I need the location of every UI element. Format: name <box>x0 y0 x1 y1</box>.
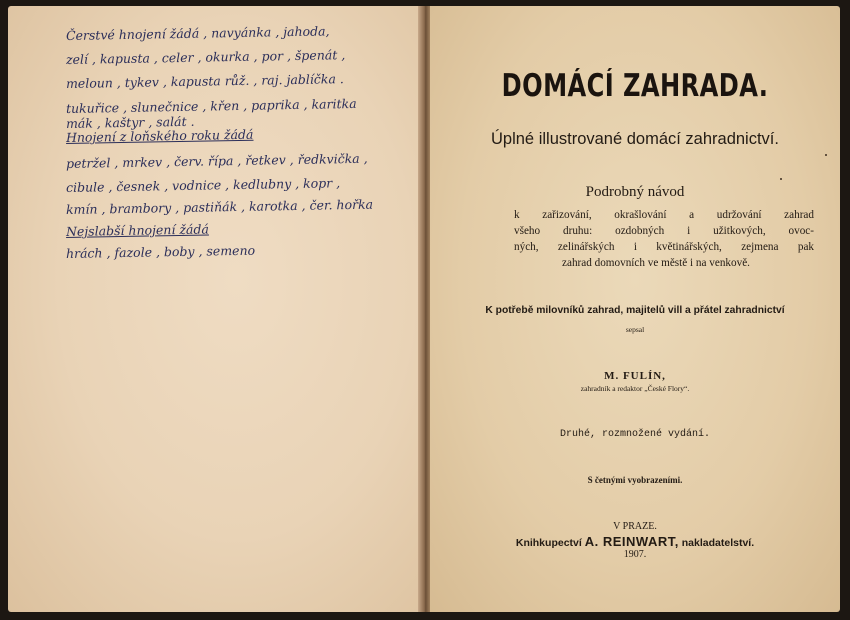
audience-line: K potřebě milovníků zahrad, majitelů vill a přátel zahradnictví <box>485 305 785 316</box>
description-line: všeho druhu: ozdobných i užitkových, ovoc- <box>514 225 814 237</box>
right-page-title-page <box>430 6 840 612</box>
handwritten-line: kmín , brambory , pastiňák , karotka , čer. hořka <box>65 196 374 217</box>
paper-speck <box>825 154 827 156</box>
guide-heading: Podrobný návod <box>585 184 685 200</box>
left-page-handwritten-notes <box>8 6 424 612</box>
publication-city: V PRAZE. <box>613 521 657 532</box>
publisher-prefix: Knihkupectví <box>515 537 582 549</box>
written-by-label: sepsal <box>625 325 645 334</box>
handwritten-line: cibule , česnek , vodnice , kedlubny , kopr , <box>65 175 341 195</box>
publication-year: 1907. <box>623 549 647 560</box>
publisher-suffix: nakladatelství. <box>681 537 755 549</box>
handwritten-line: tukuřice , slunečnice , křen , paprika , karitka <box>65 95 357 116</box>
handwritten-line: mák , kaštyr , salát . <box>65 113 195 131</box>
book-subtitle: Úplné illustrované domácí zahradnictví. <box>491 130 779 148</box>
handwritten-line: Čerstvé hnojení žádá , navyánka , jahoda, <box>65 23 330 43</box>
illustrations-note: S četnými vyobrazeními. <box>587 475 683 485</box>
handwritten-line: hrách , fazole , boby , semeno <box>65 242 256 261</box>
publisher-line <box>430 534 840 549</box>
description-line: k zařizování, okrašlování a udržování zahrad <box>514 209 814 221</box>
edition-note: Druhé, rozmnožené vydání. <box>559 429 711 440</box>
paper-speck <box>780 178 782 180</box>
handwritten-line: Nejslabší hnojení žádá <box>65 221 209 239</box>
description-line: ných, zelinářských i květinářských, zejmena pak <box>514 241 814 253</box>
handwritten-line: zelí , kapusta , celer , okurka , por , špenát , <box>65 47 346 67</box>
publisher-name: A. REINWART, <box>584 534 679 549</box>
handwritten-line: meloun , tykev , kapusta růž. , raj. jablíčka . <box>65 71 344 91</box>
description-line: zahrad domovních ve městě i na venkově. <box>562 257 750 269</box>
handwritten-line: petržel , mrkev , červ. řípa , řetkev , ředkvička , <box>65 150 368 171</box>
author-role: zahradník a redaktor „České Flory“. <box>580 384 690 393</box>
book-title: DOMÁCÍ ZAHRADA. <box>501 68 769 104</box>
handwritten-line: Hnojení z loňského roku žádá <box>65 126 254 145</box>
author-name: M. FULÍN, <box>604 370 666 382</box>
